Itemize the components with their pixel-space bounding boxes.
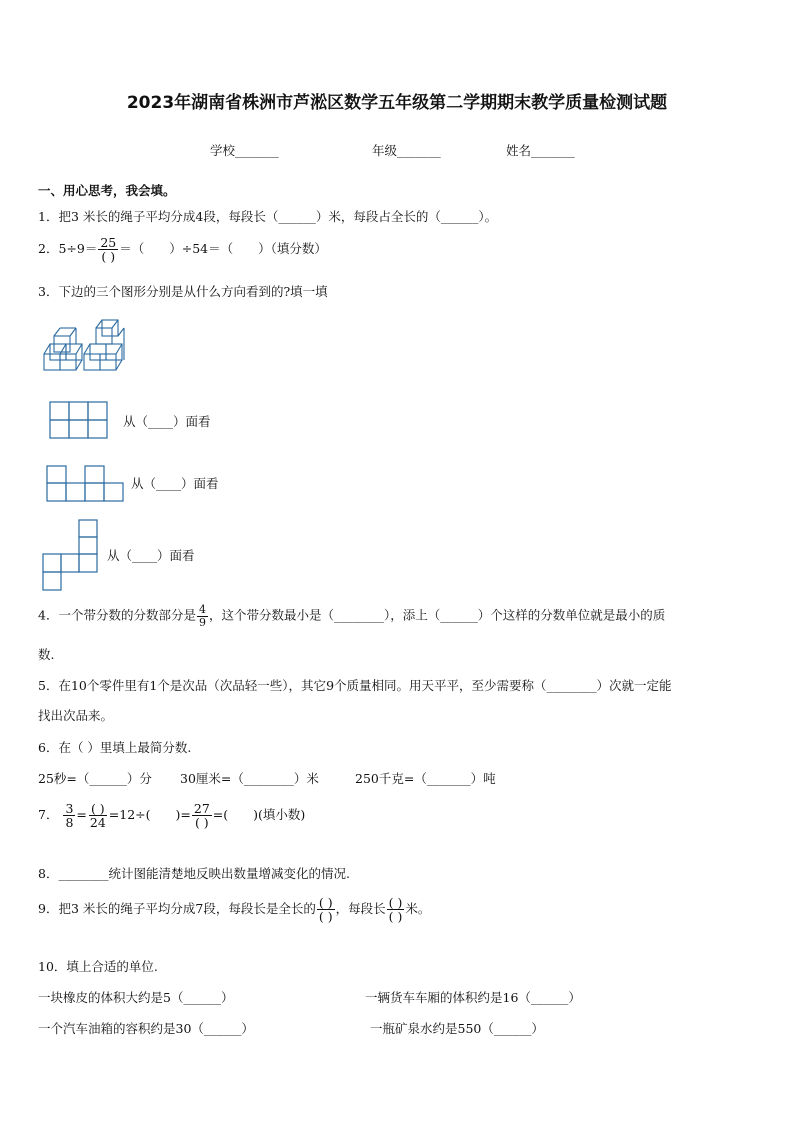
question-6-part-b: 30厘米=（________）米 (180, 771, 319, 786)
name-field: 姓名_______ (506, 143, 575, 158)
q7-f3-num: 27 (193, 801, 210, 816)
q7-prefix: 7． (38, 807, 59, 823)
q2-prefix: 2．5÷9＝ (38, 241, 98, 257)
question-5-line-2: 找出次品来。 (38, 708, 114, 723)
question-10-c: 一个汽车油箱的容积约是30（______） (38, 1021, 254, 1036)
q7-f1-den: 8 (65, 815, 74, 831)
question-10-d: 一瓶矿泉水约是550（______） (370, 1021, 544, 1036)
question-10-a: 一块橡皮的体积大约是5（______） (38, 990, 234, 1005)
question-1: 1．把3 米长的绳子平均分成4段，每段长（______）米，每段占全长的（______）。 (38, 209, 498, 224)
view-1-figure (48, 400, 110, 442)
q7-fraction-2 (88, 802, 108, 829)
question-4 (38, 604, 665, 628)
q9-f2-den: ( ) (388, 909, 403, 925)
view-3-figure (41, 518, 101, 592)
q7-f3-den: ( ) (194, 815, 209, 831)
q7-mid: =12÷( )= (108, 807, 191, 823)
q7-fraction-3 (192, 802, 212, 829)
view-1-label: 从（____）面看 (123, 414, 211, 429)
q9-mid: ，每段长 (335, 901, 386, 917)
q4-suffix: ，这个带分数最小是（________），添上（______）个这样的分数单位就是最小的质 (208, 607, 666, 623)
view-2-label: 从（____）面看 (131, 476, 219, 491)
section-heading: 一、用心思考，我会填。 (38, 183, 176, 198)
question-9 (38, 896, 430, 923)
grade-field: 年级_______ (372, 143, 441, 158)
q9-prefix: 9．把3 米长的绳子平均分成7段，每段长是全长的 (38, 901, 316, 917)
cube-face (60, 354, 76, 370)
page-title: 2023年湖南省株洲市芦淞区数学五年级第二学期期末教学质量检测试题 (126, 93, 668, 113)
view-3-label: 从（____）面看 (107, 548, 195, 563)
q7-f1-num: 3 (65, 801, 74, 816)
q9-f2-num: ( ) (388, 895, 403, 910)
q9-fraction-2 (387, 896, 405, 923)
q2-numerator: 25 (100, 235, 117, 250)
cube-figure (40, 314, 130, 378)
question-6: 6．在（ ）里填上最简分数. (38, 740, 192, 755)
q9-f1-den: ( ) (318, 909, 333, 925)
q2-fraction (98, 236, 118, 263)
view-2-figure (45, 464, 125, 504)
question-4-line-2: 数. (38, 647, 55, 662)
q7-f2-den: 24 (89, 815, 106, 831)
q7-equals: = (76, 807, 87, 823)
question-10: 10．填上合适的单位. (38, 959, 158, 974)
q9-f1-num: ( ) (318, 895, 333, 910)
question-2 (38, 236, 327, 263)
q7-suffix: =( )(填小数) (212, 807, 306, 823)
question-6-part-c: 250千克=（_______）吨 (355, 771, 496, 786)
school-field: 学校_______ (210, 143, 279, 158)
q4-fraction (197, 604, 208, 628)
q4-prefix: 4．一个带分数的分数部分是 (38, 607, 196, 623)
q9-suffix: 米。 (405, 901, 431, 917)
q2-suffix: ＝（ ）÷54＝（ ）（填分数） (119, 241, 327, 257)
question-5: 5．在10个零件里有1个是次品（次品轻一些），其它9个质量相同。用天平平，至少需要称（________）次就一定能 (38, 678, 672, 693)
q7-f2-num: ( ) (90, 801, 105, 816)
q7-fraction-1 (63, 802, 75, 829)
question-3: 3．下边的三个图形分别是从什么方向看到的?填一填 (38, 284, 328, 299)
cube-face (100, 354, 116, 370)
q9-fraction-1 (317, 896, 335, 923)
q2-denominator: ( ) (101, 249, 116, 265)
question-10-b: 一辆货车车厢的体积约是16（______） (365, 990, 581, 1005)
cube-face (106, 344, 122, 360)
question-7 (38, 802, 305, 829)
cube-face (84, 354, 100, 370)
question-8: 8．________统计图能清楚地反映出数量增减变化的情况. (38, 866, 350, 881)
question-6-part-a: 25秒=（______）分 (38, 771, 152, 786)
cube-face (90, 344, 106, 360)
q4-denominator: 9 (198, 615, 206, 629)
cube-face (44, 354, 60, 370)
q4-numerator: 4 (198, 603, 206, 616)
